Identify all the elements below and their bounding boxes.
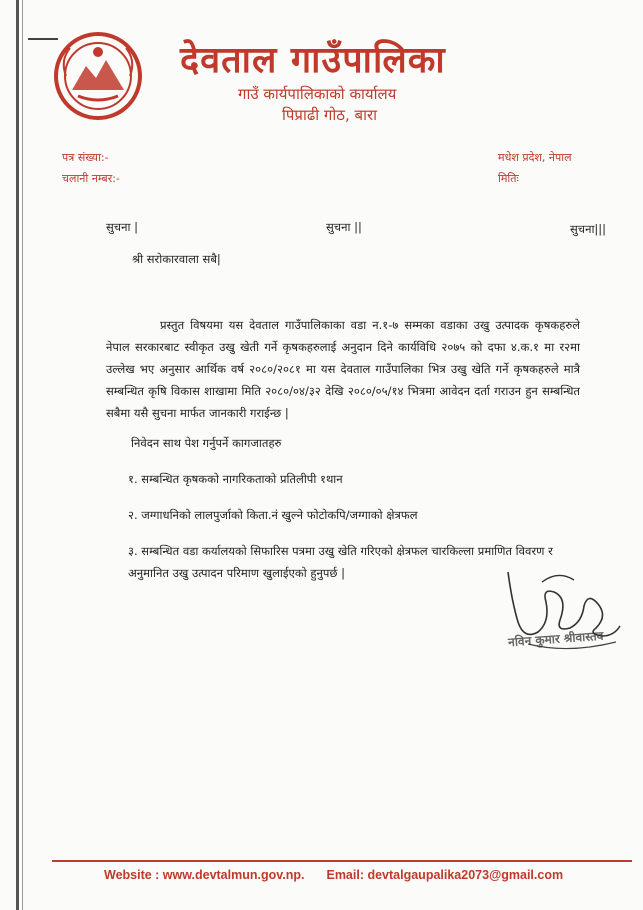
province-label: मधेश प्रदेश, नेपाल	[498, 151, 572, 164]
office-subtitle: गाउँ कार्यपालिकाको कार्यालय	[238, 85, 397, 103]
documents-heading: निवेदन साथ पेश गर्नुपर्ने कागजातहरु	[131, 436, 282, 450]
dispatch-number-label: चलानी नम्बर:-	[62, 172, 120, 185]
notice-heading-center: सुचना ||	[326, 220, 362, 234]
document-item: १. सम्बन्धित कृषकको नागरिकताको प्रतिलीपी १थान	[128, 472, 343, 486]
date-label: मितिः	[498, 172, 519, 185]
letter-number-label: पत्र संख्या:-	[62, 151, 109, 164]
document-item: ३. सम्बन्धित वडा कर्यालयको सिफारिस पत्रमा उखु खेति गरिएको क्षेत्रफल चारकिल्ला प्रमाणित विवरण र अनुमानित उखु उत्पादन परिमाण खुलाईएको हुनुपर्छ |	[128, 544, 553, 580]
signatory-name: नविन कुमार श्रीवास्तव	[507, 628, 604, 650]
page-binding-line	[22, 0, 23, 910]
footer-website: Website : www.devtalmun.gov.np.	[104, 868, 305, 882]
page-binding-edge	[16, 0, 19, 910]
notice-heading-right: सुचना|||	[570, 222, 607, 236]
footer-email: Email: devtalgaupalika2073@gmail.com	[326, 868, 564, 882]
footer-contact	[104, 868, 563, 882]
office-address: पिप्राढी गोठ, बारा	[282, 106, 377, 124]
nepal-government-emblem-icon	[52, 30, 144, 122]
footer-divider	[52, 860, 632, 862]
addressee: श्री सरोकारवाला सबै|	[132, 252, 221, 266]
municipality-title: देवताल गाउँपालिका	[180, 40, 446, 81]
notice-heading-left: सुचना |	[106, 220, 138, 234]
notice-body: प्रस्तुत विषयमा यस देवताल गाउँपालिकाका वडा न.१-७ सम्मका वडाका उखु उत्पादक कृषकहरुले नेपाल सरकारबाट स्वीकृत उखु खेती गर्ने कृषकहरुलाई अनुदान दिने कार्यविधि २०७५ को दफा ४.क.१ मा र२मा उल्लेख भए अनुसार आर्थिक वर्ष २०८०/२०८१ मा यस देवताल गाउँपालिका भित्र उखु खेति गर्ने कृषकहरुले मात्रै सम्बन्धित कृषि विकास शाखामा मिति २०८०/०४/३२ देखि २०८०/०५/१४ भित्रमा आवेदन दर्ता गराउन हुन सम्बन्धित सबैमा यसै सुचना मार्फत जानकारी गराईन्छ |	[106, 318, 580, 420]
document-item: २. जग्गाधनिको लालपुर्जाको किता.नं खुल्ने फोटोकपि/जग्गाको क्षेत्रफल	[128, 508, 418, 522]
